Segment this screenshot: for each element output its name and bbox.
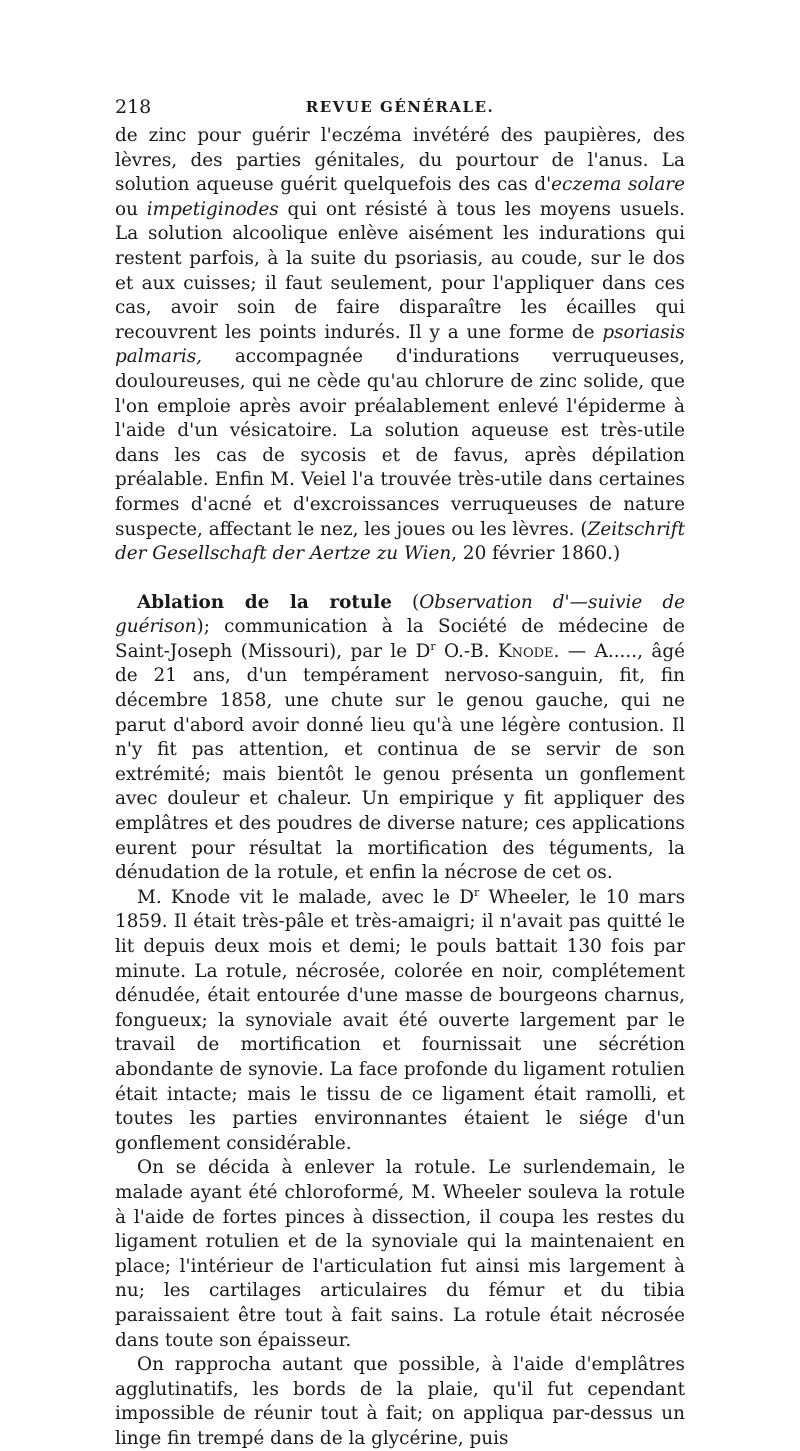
- running-head: [115, 96, 685, 120]
- body-text: [115, 124, 685, 1451]
- paragraph-dressing: On rapprocha autant que possible, à l'aide d'emplâtres agglutinatifs, les bords de la plaie, qu'il fut cependant impossible de réunir tout à fait; on appliqua par-dessus un linge fin trempé dans de la glycérine, puis: [115, 1354, 685, 1449]
- paragraph-zinc-chloride: de zinc pour guérir l'eczéma invétéré des paupières, des lèvres, des parties génitales, du pourtour de l'anus. La solution aqueuse guérit quelquefois des cas d'eczema solare ou impetiginodes qui ont résisté à tous les moyens usuels. La solution alcoolique enlève aisément les indurations qui restent parfois, à la suite du psoriasis, au coude, sur le dos et aux cuisses; il faut seulement, pour l'appliquer dans ces cas, avoir soin de faire disparaître les écailles qui recouvrent les points indurés. Il y a une forme de psoriasis palmaris, accompagnée d'indurations verruqueuses, douloureuses, qui ne cède qu'au chlorure de zinc solide, que l'on emploie après avoir préalablement enlevé l'épiderme à l'aide d'un vésicatoire. La solution aqueuse est très-utile dans les cas de sycosis et de favus, après dépilation préalable. Enfin M. Veiel l'a trouvée très-utile dans certaines formes d'acné et d'excroissances verruqueuses de nature suspecte, affectant le nez, les joues ou les lèvres. (Zeitschrift der Gesellschaft der Aertze zu Wien, 20 février 1860.): [115, 125, 685, 565]
- paragraph-operation: On se décida à enlever la rotule. Le surlendemain, le malade ayant été chloroformé, M. Wheeler souleva la rotule à l'aide de fortes pinces à dissection, il coupa les restes du ligament rotulien et de la synoviale qui la maintenaient en place; l'intérieur de l'articulation fut ainsi mis largement à nu; les cartilages articulaires du fémur et du tibia paraissaient être tout à fait sains. La rotule était nécrosée dans toute son épaisseur.: [115, 1157, 685, 1351]
- section-gap: [115, 567, 685, 591]
- paragraph-examination: M. Knode vit le malade, avec le $D^r$ Wheeler, le 10 mars 1859. Il était très-pâle et très-amaigri; il n'avait pas quitté le lit depuis deux mois et demi; le pouls battait 130 fois par minute. La rotule, nécrosée, colorée en noir, complétement dénudée, était entourée d'une masse de bourgeons charnus, fongueux; la synoviale avait été ouverte largement par le travail de mortification et fournissait une sécrétion abondante de synovie. La face profonde du ligament rotulien était intacte; mais le tissu de ce ligament était ramolli, et toutes les parties environnantes étaient le siége d'un gonflement considérable.: [115, 885, 686, 1154]
- article-title: Ablation de la rotule: [137, 591, 392, 613]
- page-number: 218: [115, 96, 152, 118]
- journal-title: REVUE GÉNÉRALE.: [305, 98, 495, 116]
- paragraph-article-intro: Ablation de la rotule (Observation d'—suivie de guérison); communication à la Société de médecine de Saint-Joseph (Missouri), par le $D^r$ O.-B. Knode. — A....., âgé de 21 ans, d'un tempérament nervoso-sanguin, fit, fin décembre 1858, une chute sur le genou gauche, qui ne parut d'abord avoir donné lieu qu'à une légère contusion. Il n'y fit pas attention, et continua de se servir de son extrémité; mais bientôt le genou présenta un gonflement avec douleur et chaleur. Un empirique y fit appliquer des emplâtres et des poudres de diverse nature; ces applications eurent pour résultat la mortification des téguments, la dénudation de la rotule, et enfin la nécrose de cet os.: [115, 591, 685, 884]
